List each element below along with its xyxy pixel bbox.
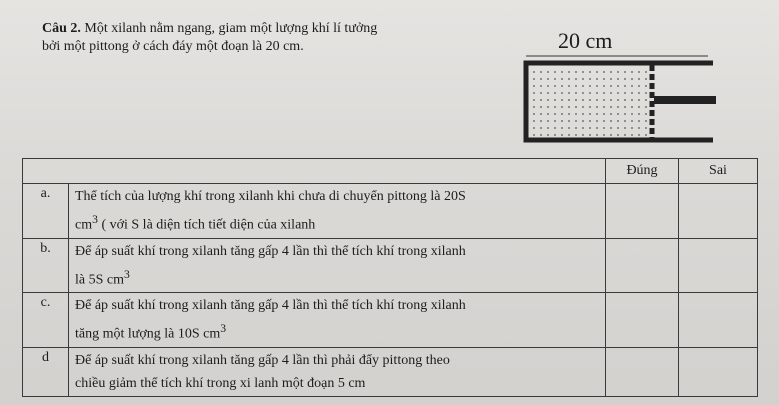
statement-text: tăng một lượng là 10S cm [75,326,221,342]
statement-line1: Để áp suất khí trong xilanh tăng gấp 4 lần thì thể tích khí trong xilanh [75,243,466,259]
length-label: 20 cm [558,28,613,53]
statement-superscript: 3 [92,213,98,226]
statement-line2: chiều giảm thể tích khí trong xi lanh một đoạn 5 cm [75,375,366,391]
header-sai: Sai [679,159,758,184]
question-text-line1: Một xilanh nằm ngang, giam một lượng khí lí tưởng [80,21,378,36]
dung-answer-cell[interactable] [606,238,679,293]
row-label: b. [23,238,69,293]
sai-answer-cell[interactable] [679,238,758,293]
statement-line1: Để áp suất khí trong xilanh tăng gấp 4 lần thì thể tích khí trong xilanh [75,298,466,314]
question-number: Câu 2. [42,21,81,36]
row-label: d [23,347,69,396]
header-blank [23,159,606,184]
statement-superscript: 3 [124,267,130,281]
statement-superscript: 3 [220,322,227,336]
true-false-table [22,158,757,397]
table-row [23,184,758,239]
table-row [23,293,758,348]
statement-line2 [75,317,599,346]
statement-text: là 5S cm [75,272,124,288]
statement-cell [69,347,606,396]
statement-unit: cm [75,217,93,233]
piston-rod [654,96,716,104]
table-row [23,238,758,293]
statement-line1: Để áp suất khí trong xilanh tăng gấp 4 lần thì phải đẩy pittong theo [75,352,450,368]
statement-cell [69,293,606,348]
table-row [23,347,758,396]
sai-answer-cell[interactable] [679,347,758,396]
gas-region [529,66,649,137]
question-title [42,20,377,38]
statement-cell [69,184,606,239]
cylinder-diagram [518,28,728,148]
dung-answer-cell[interactable] [606,293,679,348]
header-dung: Đúng [606,159,679,184]
statement-line1: Thể tích của lượng khí trong xilanh khi chưa di chuyển pittong là 20S [75,189,466,204]
statement-line2 [75,208,599,237]
cylinder-figure [518,28,728,148]
sai-answer-cell[interactable] [679,293,758,348]
question-text-line2: bởi một pittong ở cách đáy một đoạn là 20 cm. [42,39,304,54]
statement-cell [69,238,606,293]
table-header-row [23,159,758,184]
dung-answer-cell[interactable] [606,184,679,239]
row-label: a. [23,184,69,239]
statement-line2 [75,263,599,292]
dung-answer-cell[interactable] [606,347,679,396]
answer-table [22,158,758,397]
sai-answer-cell[interactable] [679,184,758,239]
statement-note: ( với S là diện tích tiết diện của xilanh [97,217,316,233]
row-label: c. [23,293,69,348]
